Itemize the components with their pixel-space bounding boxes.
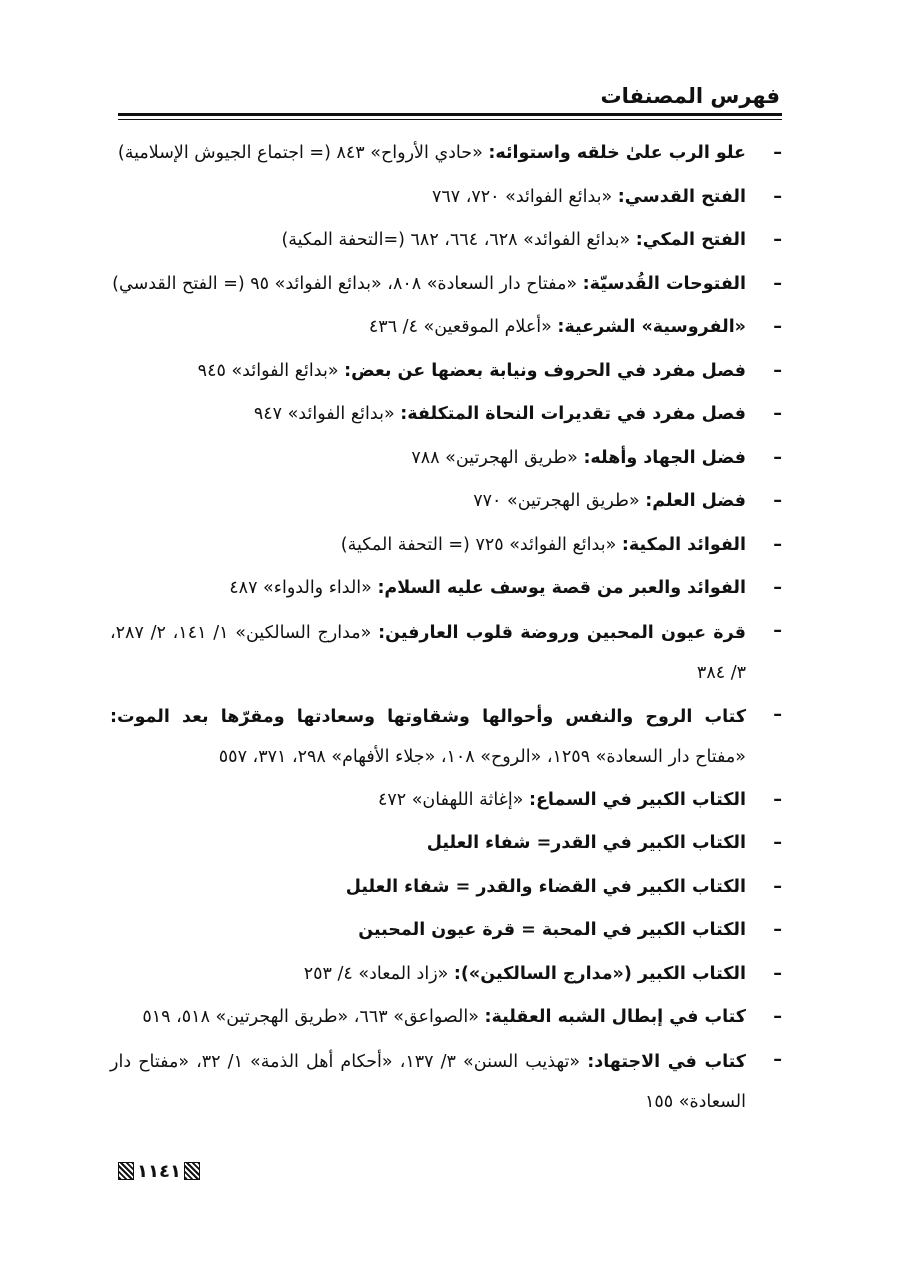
- entry-refs: «الصواعق» ٦٦٣، «طريق الهجرتين» ٥١٨، ٥١٩: [142, 1007, 485, 1027]
- index-entry: [110, 263, 782, 307]
- entry-refs: «بدائع الفوائد» ٦٢٨، ٦٦٤، ٦٨٢ (=التحفة المكية): [281, 230, 636, 250]
- header-rule-thin: [118, 119, 782, 120]
- entry-dash: –: [773, 789, 782, 810]
- entry-refs: «مدارج السالكين» ١/ ١٤١، ٢/ ٢٨٧، ٣/ ٣٨٤: [110, 622, 746, 683]
- index-entry: [110, 306, 782, 350]
- entry-title: الفتح المكي:: [635, 230, 746, 250]
- index-entry: [110, 822, 782, 866]
- entry-dash: –: [773, 1007, 782, 1027]
- entry-title: الكتاب الكبير («مدارج السالكين»):: [453, 963, 746, 984]
- index-entry: [110, 350, 782, 394]
- entry-dash: –: [773, 963, 782, 984]
- index-entry: [110, 953, 782, 997]
- entry-refs: «زاد المعاد» ٤/ ٢٥٣: [303, 963, 454, 984]
- entry-dash: –: [773, 273, 782, 294]
- entry-title: كتاب في إبطال الشبه العقلية:: [484, 1007, 746, 1027]
- entry-dash: –: [773, 620, 782, 641]
- entry-dash: –: [773, 230, 782, 250]
- entry-dash: –: [773, 143, 782, 163]
- entry-dash: –: [773, 704, 782, 725]
- entry-refs: «تهذيب السنن» ٣/ ١٣٧، «أحكام أهل الذمة» ١/ ٣٢، «مفتاح دار السعادة» ١٥٥: [110, 1051, 746, 1112]
- index-entry: [110, 611, 782, 695]
- entry-title: كتاب في الاجتهاد:: [587, 1051, 746, 1072]
- entry-refs: «مفتاح دار السعادة» ٨٠٨، «بدائع الفوائد» ٩٥ (= الفتح القدسي): [112, 273, 583, 294]
- entry-refs: «بدائع الفوائد» ٧٢٠، ٧٦٧: [431, 186, 618, 207]
- entry-refs: «طريق الهجرتين» ٧٨٨: [411, 447, 584, 468]
- entry-title: الكتاب الكبير في السماع:: [528, 789, 746, 810]
- entry-refs: «بدائع الفوائد» ٧٢٥ (= التحفة المكية): [340, 534, 622, 555]
- entry-dash: –: [773, 920, 782, 940]
- index-entry: [110, 393, 782, 437]
- ornament-square-icon: [118, 1162, 134, 1180]
- entry-dash: –: [773, 491, 782, 511]
- index-entry: [110, 567, 782, 611]
- index-entry: [110, 909, 782, 953]
- index-entry: [110, 866, 782, 910]
- index-entry: [110, 779, 782, 823]
- entry-refs: «طريق الهجرتين» ٧٧٠: [473, 491, 646, 511]
- entry-dash: –: [773, 317, 782, 337]
- entry-refs: «مفتاح دار السعادة» ١٢٥٩، «الروح» ١٠٨، «جلاء الأفهام» ٢٩٨، ٣٧١، ٥٥٧: [218, 746, 746, 767]
- entry-dash: –: [773, 578, 782, 598]
- entry-dash: –: [773, 360, 782, 381]
- entry-title: علو الرب علىٰ خلقه واستوائه:: [488, 143, 746, 163]
- entry-dash: –: [773, 833, 782, 853]
- index-entry: [110, 996, 782, 1040]
- index-entry: [110, 524, 782, 568]
- page-number: ١١٤١: [137, 1160, 181, 1182]
- entry-title: الكتاب الكبير في القدر= شفاء العليل: [426, 833, 746, 853]
- entry-title: قرة عيون المحبين وروضة قلوب العارفين:: [378, 622, 746, 643]
- entry-dash: –: [773, 876, 782, 897]
- entry-dash: –: [773, 1049, 782, 1070]
- ornament-square-icon: [184, 1162, 200, 1180]
- index-entry: [110, 219, 782, 263]
- entry-refs: «بدائع الفوائد» ٩٤٥: [197, 360, 345, 381]
- running-header: [118, 78, 782, 114]
- index-entries: [110, 132, 782, 1124]
- entry-title: الفوائد المكية:: [621, 534, 746, 555]
- entry-title: الكتاب الكبير في المحبة = قرة عيون المحبين: [358, 920, 746, 940]
- index-entry: [110, 437, 782, 481]
- page-footer: [118, 1158, 200, 1184]
- entry-dash: –: [773, 534, 782, 555]
- entry-dash: –: [773, 447, 782, 468]
- page-title: فهرس المصنفات: [600, 84, 780, 108]
- entry-refs: «إغاثة اللهفان» ٤٧٢: [377, 789, 529, 810]
- entry-title: الفتح القدسي:: [617, 186, 746, 207]
- index-entry: [110, 132, 782, 176]
- entry-title: فضل العلم:: [645, 491, 746, 511]
- entry-title: «الفروسية» الشرعية:: [557, 317, 746, 337]
- index-entry: [110, 176, 782, 220]
- entry-title: الفتوحات القُدسيّة:: [582, 273, 746, 294]
- entry-title: الفوائد والعبر من قصة يوسف عليه السلام:: [377, 578, 746, 598]
- entry-refs: «بدائع الفوائد» ٩٤٧: [253, 404, 401, 424]
- entry-title: فصل مفرد في تقديرات النحاة المتكلفة:: [400, 404, 746, 424]
- index-entry: [110, 695, 782, 779]
- entry-refs: «الداء والدواء» ٤٨٧: [229, 578, 378, 598]
- entry-title: فضل الجهاد وأهله:: [583, 447, 746, 468]
- entry-title: الكتاب الكبير في القضاء والقدر = شفاء العليل: [345, 876, 746, 897]
- entry-title: كتاب الروح والنفس وأحوالها وشقاوتها وسعادتها ومقرّها بعد الموت:: [110, 706, 746, 727]
- index-entry: [110, 1040, 782, 1124]
- index-entry: [110, 480, 782, 524]
- entry-refs: «أعلام الموقعين» ٤/ ٤٣٦: [368, 317, 558, 337]
- entry-title: فصل مفرد في الحروف ونيابة بعضها عن بعض:: [344, 360, 746, 381]
- entry-dash: –: [773, 186, 782, 207]
- header-rule-thick: [118, 113, 782, 116]
- entry-dash: –: [773, 404, 782, 424]
- entry-refs: «حادي الأرواح» ٨٤٣ (= اجتماع الجيوش الإسلامية): [117, 143, 489, 163]
